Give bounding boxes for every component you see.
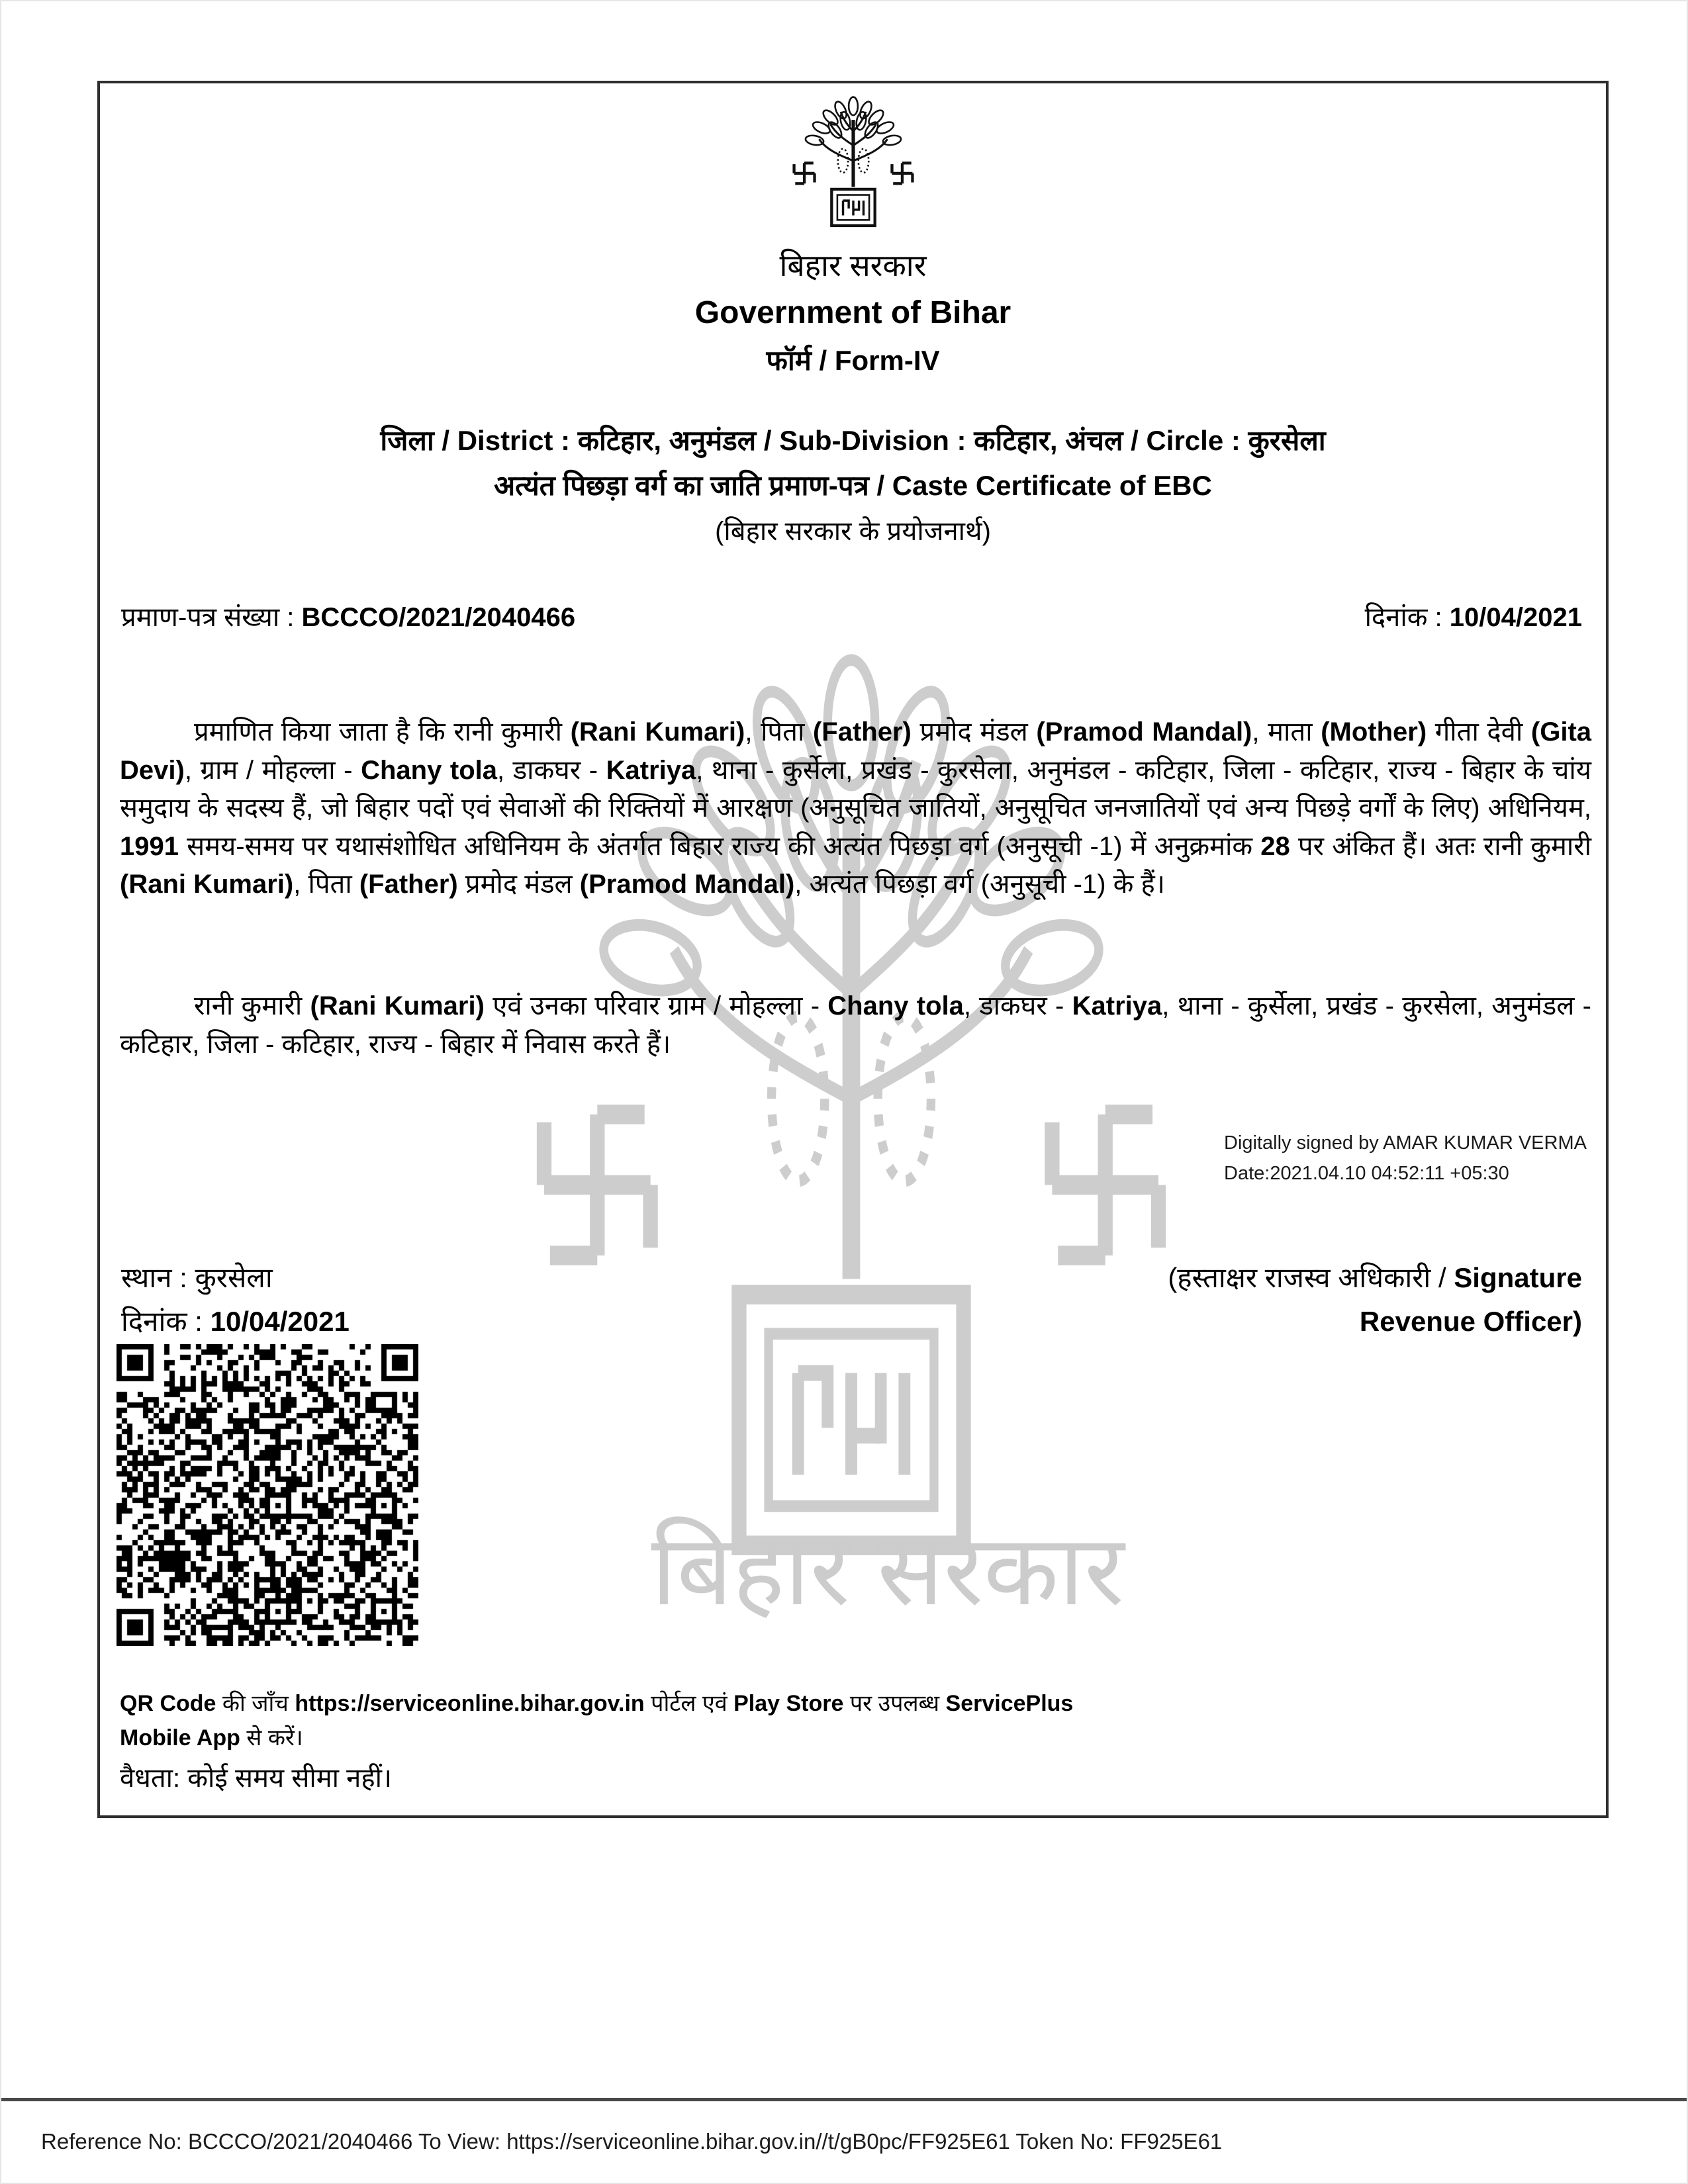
certificate-type-line: अत्यंत पिछड़ा वर्ग का जाति प्रमाण-पत्र / Caste Certificate of EBC bbox=[494, 470, 1212, 501]
qr-instruction bbox=[120, 1686, 1245, 1755]
certificate-body-paragraph-2: रानी कुमारी (Rani Kumari) एवं उनका परिवार ग्राम / मोहल्ला - Chany tola, डाकघर - Katriya, थाना - कुर्सेला, प्रखंड - कुरसेला, अनुमंडल - कटिहार, जिला - कटिहार, राज्य - बिहार में निवास करते हैं। bbox=[120, 991, 1592, 1059]
certificate-meta-row bbox=[121, 600, 1582, 635]
signature-caption-line-1: (हस्ताक्षर राजस्व अधिकारी / Signature bbox=[1168, 1262, 1582, 1293]
purpose-line: (बिहार सरकार के प्रयोजनार्थ) bbox=[715, 517, 991, 546]
digital-signature-line-1: Digitally signed by AMAR KUMAR VERMA bbox=[1224, 1132, 1587, 1154]
certificate-number: प्रमाण-पत्र संख्या : BCCCO/2021/2040466 bbox=[121, 603, 576, 632]
signature-caption-line-2: Revenue Officer) bbox=[1359, 1306, 1582, 1337]
digital-signature-note bbox=[1224, 1128, 1621, 1189]
signature-caption bbox=[762, 1256, 1582, 1343]
footer-divider bbox=[1, 2098, 1688, 2101]
title-english: Government of Bihar bbox=[694, 295, 1011, 330]
qr-instruction-line-2: Mobile App से करें। bbox=[120, 1725, 303, 1751]
form-title: फॉर्म / Form-IV bbox=[766, 345, 940, 376]
district-line: जिला / District : कटिहार, अनुमंडल / Sub-Division : कटिहार, अंचल / Circle : कुरसेला bbox=[380, 425, 1326, 456]
certificate-border-box bbox=[97, 81, 1609, 1818]
digital-signature-line-2: Date:2021.04.10 04:52:11 +05:30 bbox=[1224, 1163, 1509, 1184]
title-hindi: बिहार सरकार bbox=[779, 248, 927, 283]
place-line: स्थान : कुरसेला bbox=[121, 1262, 273, 1293]
footer-reference: Reference No: BCCCO/2021/2040466 To View: https://serviceonline.bihar.gov.in//t/gB0pc/FF925E61 Token No: FF925E61 bbox=[41, 2129, 1223, 2154]
qr-code bbox=[117, 1344, 418, 1646]
issue-date: दिनांक : 10/04/2021 bbox=[1364, 603, 1582, 632]
validity-note: वैधता: कोई समय सीमा नहीं। bbox=[120, 1764, 393, 1793]
watermark-text: बिहार सरकार bbox=[651, 1516, 1125, 1625]
date-line: दिनांक : 10/04/2021 bbox=[121, 1306, 350, 1337]
certificate-body-paragraph-1: प्रमाणित किया जाता है कि रानी कुमारी (Rani Kumari), पिता (Father) प्रमोद मंडल (Pramod Mandal), माता (Mother) गीता देवी (Gita Devi), ग्राम / मोहल्ला - Chany tola, डाकघर - Katriya, थाना - कुर्सेला, प्रखंड - कुरसेला, अनुमंडल - कटिहार, जिला - कटिहार, राज्य - बिहार के चांय समुदाय के सदस्य हैं, जो बिहार पदों एवं सेवाओं की रिक्तियों में आरक्षण (अनुसूचित जातियों, अनुसूचित जनजातियों एवं अन्य पिछड़े वर्गों के लिए) अधिनियम, 1991 समय-समय पर यथासंशोधित अधिनियम के अंतर्गत बिहार राज्य की अत्यंत पिछड़ा वर्ग (अनुसूची -1) में अनुक्रमांक 28 पर अंकित हैं। अतः रानी कुमारी (Rani Kumari), पिता (Father) प्रमोद मंडल (Pramod Mandal), अत्यंत पिछड़ा वर्ग (अनुसूची -1) के हैं। bbox=[120, 717, 1592, 899]
qr-instruction-line-1: QR Code की जाँच https://serviceonline.bihar.gov.in पोर्टल एवं Play Store पर उपलब्ध ServicePlus bbox=[120, 1691, 1074, 1716]
place-date-block bbox=[121, 1256, 350, 1343]
government-of-bihar-emblem-icon bbox=[764, 91, 943, 234]
